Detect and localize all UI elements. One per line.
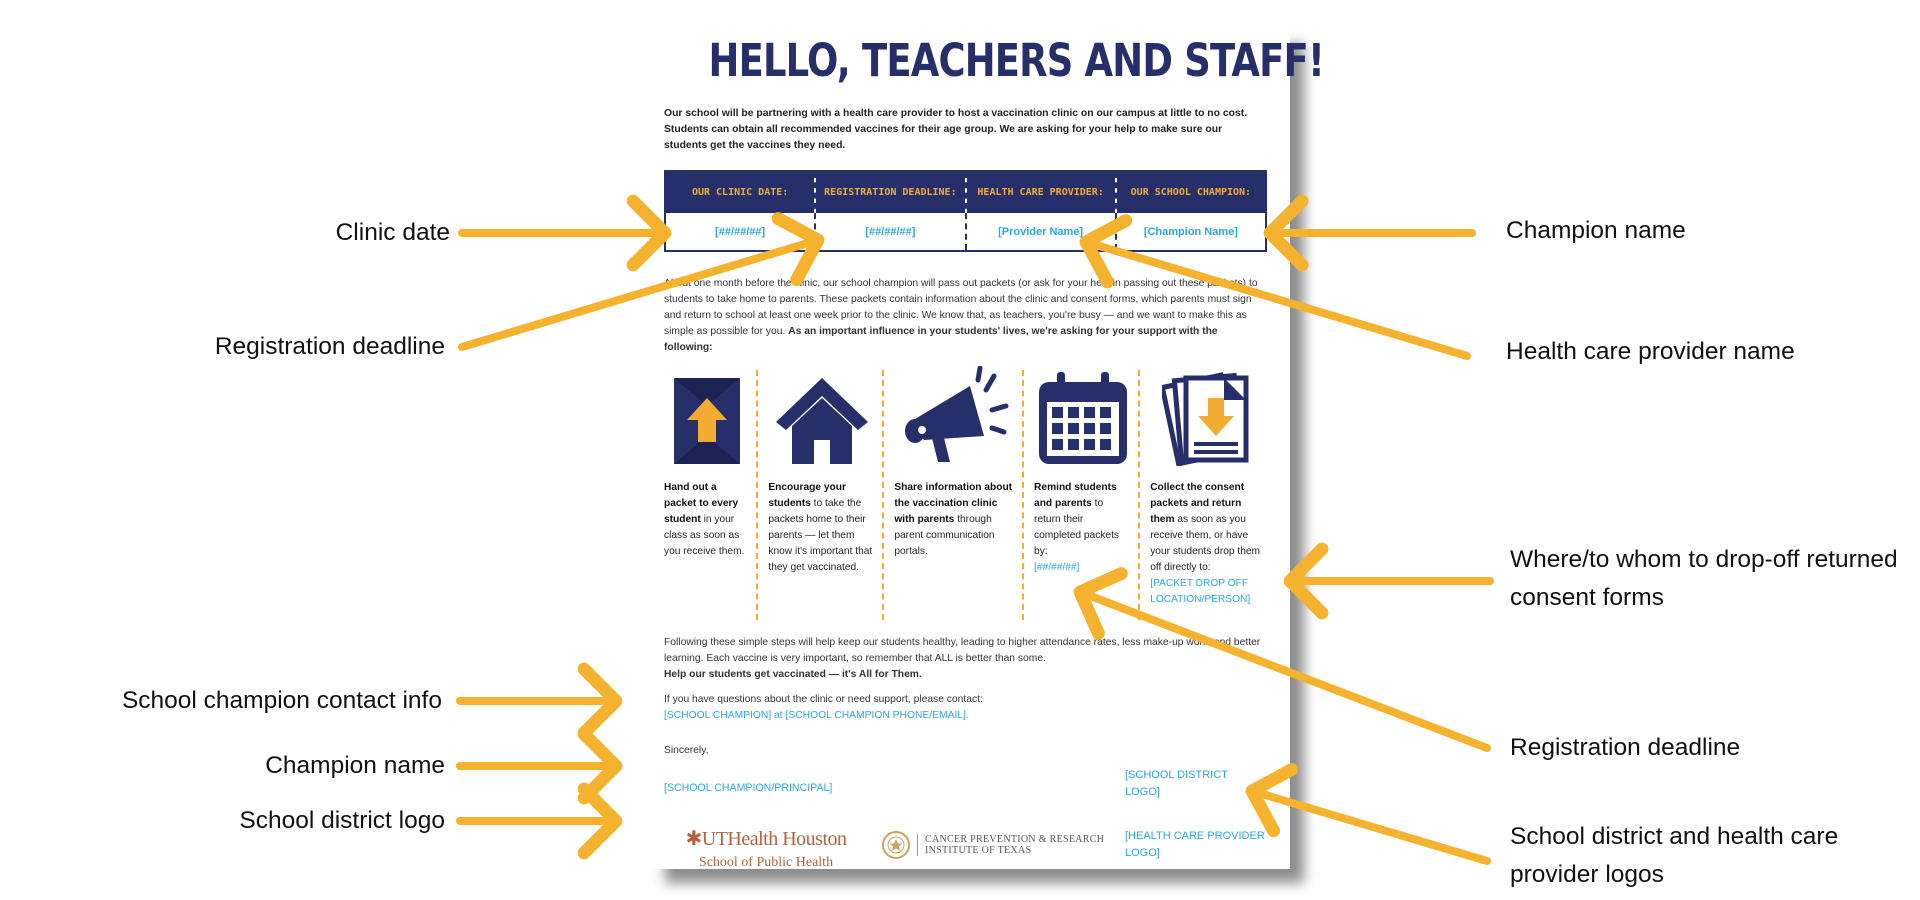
clinic-date-header: OUR CLINIC DATE:	[666, 172, 814, 213]
step-4-text: to return their completed packets by:	[1034, 498, 1119, 557]
return-by-date: [##/##/##]	[1034, 562, 1080, 573]
document-title: HELLO, TEACHERS AND STAFF!	[708, 34, 1324, 87]
label-champion-name-right: Champion name	[1506, 217, 1686, 244]
intro-paragraph: Our school will be partnering with a health care provider to host a vaccination clinic on our campus at little to no cost. Students can obtain all recommended vaccines for their age group. We are asking for your help to make sure our students get the vaccines they need.	[664, 108, 1248, 151]
champion-signature: [SCHOOL CHAMPION/PRINCIPAL]	[664, 782, 833, 794]
clinic-date-value: [##/##/##]	[715, 225, 766, 238]
champion-header: OUR SCHOOL CHAMPION:	[1117, 172, 1265, 213]
contact-text: If you have questions about the clinic or need support, please contact:	[664, 694, 983, 705]
step-4-bold: Remind students and parents	[1034, 482, 1117, 509]
provider-value: [Provider Name]	[998, 225, 1084, 238]
arrow-registration-deadline	[462, 240, 818, 347]
label-logos: School district and health care provider logos	[1510, 823, 1839, 888]
champion-value: [Champion Name]	[1143, 225, 1238, 238]
cprit-line-2: INSTITUTE OF TEXAS	[925, 845, 1032, 856]
arrow-registration-deadline-right	[1080, 592, 1487, 748]
label-school-champion-contact: School champion contact info	[121, 687, 442, 714]
arrow-logos-right	[1252, 791, 1487, 861]
drop-off-location: [PACKET DROP OFF LOCATION/PERSON]	[1150, 578, 1251, 605]
label-clinic-date: Clinic date	[335, 219, 450, 246]
contact-placeholder: [SCHOOL CHAMPION] at [SCHOOL CHAMPION PHONE/EMAIL].	[664, 710, 969, 721]
closing-text: Following these simple steps will help keep our students healthy, leading to higher attendance rates, less make-up work, and better learning. Each vaccine is very important, so remember that ALL is better than some.	[664, 637, 1261, 664]
label-school-district-logo: School district logo	[239, 807, 445, 834]
step-3-text: through parent communication portals.	[894, 514, 995, 557]
uthealth-star-icon: ✱	[685, 828, 702, 850]
uthealth-name: UTHealth Houston	[701, 828, 847, 850]
step-2-bold: Encourage your students	[768, 482, 846, 509]
step-5-bold: Collect the consent packets and return them	[1150, 482, 1245, 525]
step-3-bold: Share information about the vaccination clinic with parents	[894, 482, 1013, 525]
step-2-text: to take the packets home to their parents — let them know it's important that they get vaccinated.	[768, 498, 873, 573]
uthealth-sub: School of Public Health	[698, 855, 834, 870]
label-registration-deadline-right: Registration deadline	[1510, 734, 1741, 761]
instructions-bold: As an important influence in your students' lives, we're asking for your support with the following:	[664, 326, 1218, 353]
step-5-text: as soon as you receive them, or have your students drop them off directly to:	[1150, 514, 1261, 573]
label-registration-deadline: Registration deadline	[214, 333, 445, 360]
provider-logo-placeholder: [HEALTH CARE PROVIDER LOGO]	[1125, 830, 1265, 859]
arrow-provider-name	[1086, 242, 1467, 356]
instructions-text: About one month before the clinic, our school champion will pass out packets (or ask for your help in passing out these packets) to students to take home to parents. These packets contain information about the clinic and consent forms, which parents must sign and return to school at least one week prior to the clinic. We know that, as teachers, you're busy — and we want to make this as simple as possible for you.	[664, 278, 1258, 337]
label-drop-off: Where/to whom to drop-off returned consent forms	[1510, 546, 1898, 611]
label-health-care-provider-name: Health care provider name	[1506, 338, 1795, 365]
label-champion-name-left: Champion name	[265, 752, 445, 779]
step-1-bold: Hand out a packet to every student	[664, 482, 739, 525]
provider-header: HEALTH CARE PROVIDER:	[967, 172, 1115, 213]
district-logo-placeholder: [SCHOOL DISTRICT LOGO]	[1125, 769, 1228, 798]
step-1-text: in your class as soon as you receive them.	[664, 514, 745, 557]
registration-deadline-header: REGISTRATION DEADLINE:	[816, 172, 964, 213]
cprit-line-1: CANCER PREVENTION & RESEARCH	[925, 834, 1105, 845]
registration-deadline-value: [##/##/##]	[865, 225, 916, 238]
closing-bold: Help our students get vaccinated — it's All for Them.	[664, 669, 922, 680]
sincerely: Sincerely,	[664, 745, 709, 756]
